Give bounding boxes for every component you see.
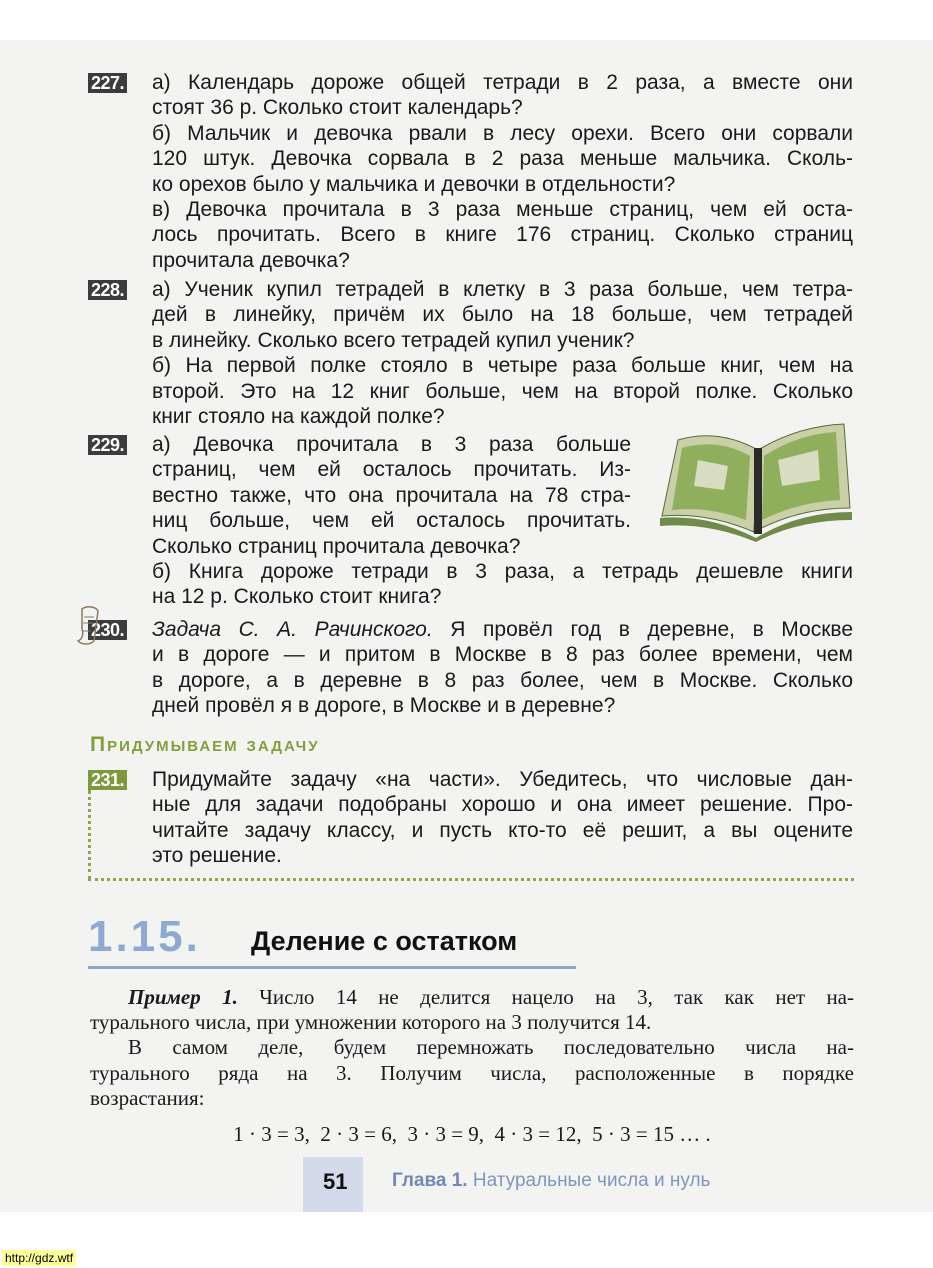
- text-line: это решение.: [152, 844, 282, 868]
- text-line: турального числа, при умножении которого на 3 получится 14.: [90, 1010, 652, 1035]
- text-line: дней провёл я в дороге, в Москве и в деревне?: [152, 694, 616, 718]
- text-line: и в дороге — и притом в Москве в 8 раз более времени, чем: [152, 643, 853, 667]
- problem-text: [152, 277, 853, 429]
- text-line: Придумайте задачу «на части». Убедитесь, что числовые дан-: [152, 768, 853, 791]
- text-line: б) Книга дороже тетради в 3 раза, а тетрадь дешевле книги: [152, 559, 853, 583]
- text-line: возрастания:: [90, 1085, 205, 1110]
- text-line: лось прочитать. Всего в книге 176 страниц. Сколько страниц: [152, 223, 853, 247]
- text-line: на 12 р. Сколько стоит книга?: [152, 585, 442, 609]
- formula: 1 · 3 = 3, 2 · 3 = 6, 3 · 3 = 9, 4 · 3 = 12, 5 · 3 = 15 … .: [233, 1122, 711, 1146]
- problem-text: [152, 767, 853, 869]
- watermark-link[interactable]: http://gdz.wtf: [2, 1250, 76, 1266]
- section-number: 1.15.: [88, 912, 201, 961]
- text-line: страниц, чем ей осталось прочитать. Из-: [152, 458, 631, 482]
- craft-heading: Придумываем задачу: [90, 733, 320, 756]
- problem-number: 229.: [88, 435, 127, 455]
- section-title: Деление с остатком: [251, 926, 518, 956]
- text-line: ниц больше, чем ей осталось прочитать.: [152, 509, 631, 533]
- text-line: стоят 36 р. Сколько стоит календарь?: [152, 96, 523, 120]
- chapter-label: Глава 1.: [392, 1170, 468, 1191]
- dotted-divider: [88, 878, 854, 881]
- problem-text: [152, 70, 853, 273]
- section-text: [90, 985, 854, 1146]
- text-line: турального ряда на 3. Получим числа, расположенные в порядке: [90, 1060, 854, 1085]
- text-span: Число 14 не делится нацело на 3, так как нет на-: [259, 985, 854, 1009]
- text-line: в) Девочка прочитала в 3 раза меньше страниц, чем ей оста-: [152, 197, 853, 221]
- text-line: ко орехов было у мальчика и девочки в отдельности?: [152, 172, 676, 196]
- text-line: а) Календарь дороже общей тетради в 2 раза, а вместе они: [152, 71, 853, 94]
- text-line: 120 штук. Девочка сорвала в 2 раза меньше мальчика. Сколь-: [152, 147, 853, 171]
- text-span: Я провёл год в деревне, в Москве: [450, 618, 853, 641]
- text-line: [152, 617, 853, 642]
- text-line: [90, 985, 854, 1010]
- text-line: прочитала девочка?: [152, 248, 350, 272]
- problem-number: 230.: [88, 620, 127, 640]
- text-line: второй. Это на 12 книг больше, чем на второй полке. Сколько: [152, 379, 853, 403]
- problem-title: Задача С. А. Рачинского.: [152, 618, 433, 641]
- text-line: а) Ученик купил тетрадей в клетку в 3 раза больше, чем тетра-: [152, 278, 853, 301]
- example-label: Пример 1.: [128, 985, 238, 1009]
- text-line: вестно также, что она прочитала на 78 стра-: [152, 483, 631, 507]
- text-line: дей в линейку, причём их было на 18 больше, чем тетрадей: [152, 303, 853, 327]
- section-heading: [88, 912, 576, 969]
- text-line: а) Девочка прочитала в 3 раза больше: [152, 433, 631, 456]
- chapter-title: Натуральные числа и нуль: [472, 1170, 711, 1191]
- problem-number: 231.: [88, 770, 127, 790]
- problem-number: 227.: [88, 73, 127, 93]
- text-line: в дороге, а в деревне в 8 раз более, чем в Москве. Сколько: [152, 668, 853, 692]
- page-number-box: [303, 1157, 363, 1212]
- text-line: читайте задачу классу, и пусть кто-то её решит, а вы оцените: [152, 818, 853, 842]
- text-line: б) Мальчик и девочка рвали в лесу орехи. Всего они сорвали: [152, 121, 853, 145]
- page-number: 51: [323, 1169, 348, 1194]
- problem-text: [152, 617, 853, 719]
- book-illustration: [658, 420, 854, 542]
- text-line: б) На первой полке стояло в четыре раза больше книг, чем на: [152, 354, 853, 378]
- text-line: ные для задачи подобраны хорошо и она имеет решение. Про-: [152, 793, 853, 817]
- problem-number: 228.: [88, 280, 127, 300]
- text-line: в линейку. Сколько всего тетрадей купил ученик?: [152, 328, 635, 352]
- text-line: книг стояло на каждой полке?: [152, 404, 445, 428]
- running-footer: [392, 1170, 710, 1192]
- dotted-border: [88, 790, 91, 880]
- text-line: Сколько страниц прочитала девочка?: [152, 534, 521, 558]
- scroll-icon: [74, 605, 104, 647]
- text-line: В самом деле, будем перемножать последовательно числа на-: [128, 1035, 854, 1060]
